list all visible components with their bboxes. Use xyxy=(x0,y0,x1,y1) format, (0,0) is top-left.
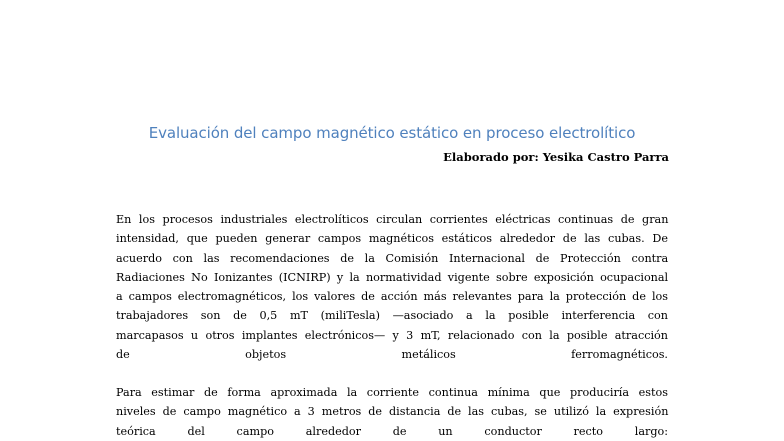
paragraph-line: marcapasos u otros implantes electrónicos— y 3 mT, relacionado con la posible atracción xyxy=(116,328,668,342)
paragraph-line: teórica del campo alrededor de un conductor recto largo: xyxy=(116,424,668,438)
paragraph-line: a campos electromagnéticos, los valores de acción más relevantes para la protección de los xyxy=(116,290,668,304)
paragraph-line: En los procesos industriales electrolíticos circulan corrientes eléctricas continuas de gran xyxy=(116,213,669,226)
paragraph-line: niveles de campo magnético a 3 metros de distancia de las cubas, se utilizó la expresión xyxy=(116,405,669,419)
document-author: Elaborado por: Yesika Castro Parra xyxy=(443,150,669,164)
paragraph-1 xyxy=(116,210,668,364)
paragraph-2 xyxy=(116,383,668,441)
paragraph-line: Radiaciones No Ionizantes (ICNIRP) y la normatividad vigente sobre exposición ocupacional xyxy=(116,270,669,284)
paragraph-line: de objetos metálicos ferromagnéticos. xyxy=(116,348,668,362)
paragraph-line: trabajadores son de 0,5 mT (miliTesla) —asociado a la posible interferencia con xyxy=(116,309,668,323)
document-title: Evaluación del campo magnético estático en proceso electrolítico xyxy=(148,124,636,142)
paragraph-line: acuerdo con las recomendaciones de la Comisión Internacional de Protección contra xyxy=(116,251,669,265)
paragraph-line: intensidad, que pueden generar campos magnéticos estáticos alrededor de las cubas. De xyxy=(116,232,668,246)
paragraph-line: Para estimar de forma aproximada la corriente continua mínima que produciría estos xyxy=(116,386,668,399)
